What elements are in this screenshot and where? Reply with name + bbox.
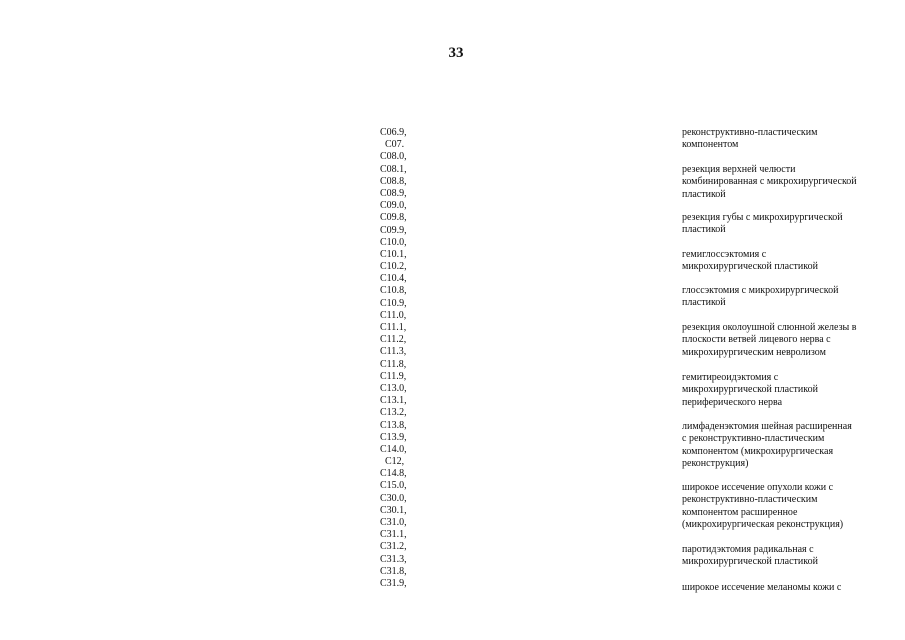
diagnosis-code: C06.9,: [380, 127, 407, 138]
diagnosis-code: C31.8,: [380, 565, 407, 577]
procedure-description-line: реконструктивно-пластическим: [682, 494, 818, 506]
procedure-description: [682, 322, 882, 359]
procedure-description-line: широкое иссечение меланомы кожи с: [682, 582, 842, 593]
diagnosis-code: C11.2,: [380, 334, 407, 346]
diagnosis-code: C15.0,: [380, 480, 407, 492]
procedure-description: [682, 164, 882, 201]
diagnosis-code: C12,: [385, 456, 405, 468]
procedure-description: [682, 482, 882, 531]
diagnosis-code: C11.1,: [380, 322, 407, 333]
procedure-description: [682, 127, 882, 152]
diagnosis-code: C13.8,: [380, 419, 407, 431]
procedure-description: [682, 249, 882, 274]
procedure-description-line: компонентом расширенное: [682, 506, 798, 518]
diagnosis-code: C08.1,: [380, 163, 407, 175]
procedure-description-line: широкое иссечение опухоли кожи с: [682, 482, 834, 493]
diagnosis-code: C30.0,: [380, 492, 407, 504]
procedure-description-line: реконструктивно-пластическим: [682, 127, 818, 138]
diagnosis-code: C10.1,: [380, 248, 407, 260]
procedure-description-line: резекция верхней челюсти: [682, 164, 796, 175]
procedure-description: [682, 372, 882, 409]
procedure-description-line: гемиглоссэктомия с: [682, 249, 767, 260]
diagnosis-code: C31.2,: [380, 541, 407, 553]
procedure-description-line: с реконструктивно-пластическим: [682, 433, 825, 445]
procedure-description-line: плоскости ветвей лицевого нерва с: [682, 334, 831, 346]
procedure-description-line: паротидэктомия радикальная с: [682, 544, 814, 555]
diagnosis-code: C10.2,: [380, 261, 407, 273]
diagnosis-code: C30.1,: [380, 504, 407, 516]
diagnosis-code: C10.8,: [380, 285, 407, 297]
diagnosis-code: C14.8,: [380, 468, 407, 480]
procedure-description-line: резекция околоушной слюнной железы в: [682, 322, 857, 333]
diagnosis-code: C10.4,: [380, 273, 407, 285]
diagnosis-code: C09.8,: [380, 212, 407, 224]
procedure-description: [682, 582, 882, 594]
procedure-description-line: пластикой: [682, 188, 726, 200]
procedure-description-line: компонентом: [682, 139, 739, 151]
diagnosis-code: C09.0,: [380, 200, 407, 212]
diagnosis-code: C14.0,: [380, 443, 407, 455]
procedure-description: [682, 421, 882, 470]
diagnosis-code: C07.: [385, 139, 405, 151]
procedure-description-line: микрохирургической пластикой: [682, 384, 818, 396]
diagnosis-code-column: [380, 127, 440, 590]
diagnosis-code: C31.0,: [380, 517, 407, 528]
procedure-description-line: пластикой: [682, 297, 726, 309]
procedure-description-line: микрохирургическим невролизом: [682, 346, 826, 358]
procedure-description-line: гемитиреоидэктомия с: [682, 372, 779, 383]
diagnosis-code: C13.2,: [380, 407, 407, 419]
diagnosis-code: C13.1,: [380, 395, 407, 407]
procedure-description-line: (микрохирургическая реконструкция): [682, 518, 844, 530]
procedure-description-line: микрохирургической пластикой: [682, 261, 818, 273]
procedure-description: [682, 285, 882, 310]
diagnosis-code: C10.0,: [380, 236, 407, 248]
diagnosis-code: C11.0,: [380, 309, 407, 321]
diagnosis-code: C11.3,: [380, 346, 407, 358]
page-number: 33: [448, 45, 464, 61]
procedure-description-line: глоссэктомия с микрохирургической: [682, 285, 839, 296]
procedure-description-line: компонентом (микрохирургическая: [682, 445, 834, 457]
procedure-description: [682, 544, 882, 569]
diagnosis-code: C31.1,: [380, 529, 407, 541]
diagnosis-code: C31.9,: [380, 577, 407, 589]
procedure-description-line: реконструкция): [682, 457, 749, 469]
diagnosis-code: C09.9,: [380, 224, 407, 236]
diagnosis-code: C13.0,: [380, 382, 407, 394]
procedure-description-line: резекция губы с микрохирургической: [682, 212, 843, 223]
diagnosis-code: C11.8,: [380, 358, 407, 370]
diagnosis-code: C08.0,: [380, 151, 407, 163]
procedure-description-line: пластикой: [682, 224, 726, 236]
diagnosis-code: C08.8,: [380, 175, 407, 187]
procedure-description: [682, 212, 882, 237]
diagnosis-code: C08.9,: [380, 187, 407, 199]
procedure-description-line: микрохирургической пластикой: [682, 556, 818, 568]
procedure-description-line: комбинированная с микрохирургической: [682, 176, 857, 188]
procedure-description-line: периферического нерва: [682, 396, 783, 408]
diagnosis-code: C13.9,: [380, 431, 407, 443]
diagnosis-code: C10.9,: [380, 297, 407, 309]
procedure-description-line: лимфаденэктомия шейная расширенная: [682, 421, 852, 432]
diagnosis-code: C31.3,: [380, 553, 407, 565]
diagnosis-code: C11.9,: [380, 370, 407, 382]
